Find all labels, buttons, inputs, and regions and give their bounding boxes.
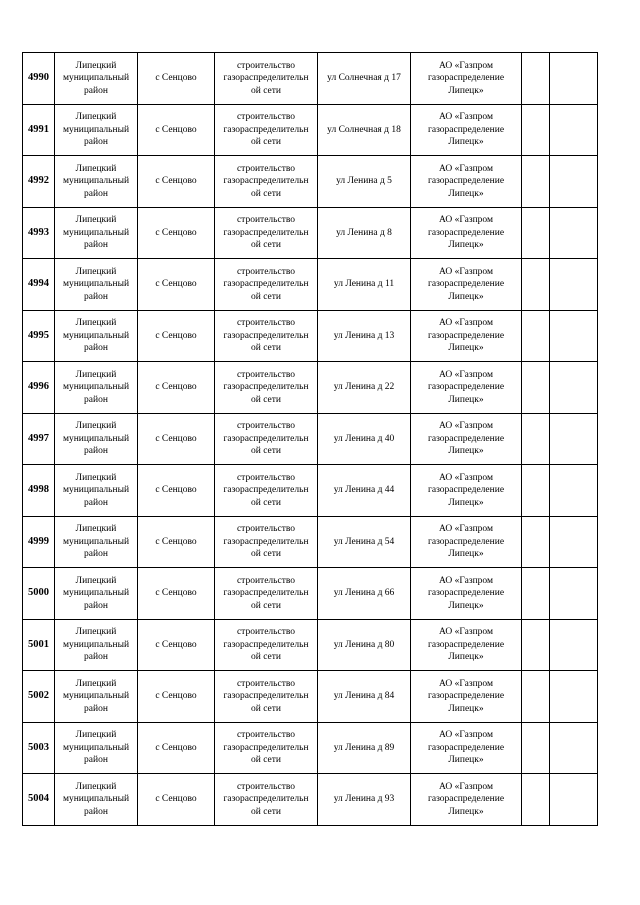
operator-text: АО «Газпром газораспределение Липецк»	[427, 369, 505, 405]
table-row	[23, 310, 598, 362]
operator-cell	[411, 362, 522, 414]
work-type-cell	[215, 104, 318, 156]
work-type-text: строительство газораспределительн ой сети	[223, 575, 309, 611]
operator-text: АО «Газпром газораспределение Липецк»	[427, 60, 505, 96]
table-row	[23, 671, 598, 723]
record-number-text: 4990	[28, 72, 49, 83]
table-row	[23, 104, 598, 156]
record-number-cell	[23, 774, 55, 826]
operator-text: АО «Газпром газораспределение Липецк»	[427, 678, 505, 714]
district-text: Липецкий муниципальный район	[62, 781, 130, 817]
operator-cell	[411, 207, 522, 259]
settlement-text: с Сенцово	[155, 485, 197, 495]
settlement-text: с Сенцово	[155, 639, 197, 650]
operator-cell	[411, 671, 522, 723]
table-row	[23, 568, 598, 620]
district-text: Липецкий муниципальный район	[62, 678, 130, 714]
record-number-text: 5004	[28, 793, 49, 804]
operator-text: АО «Газпром газораспределение Липецк»	[427, 472, 505, 508]
table-row	[23, 362, 598, 414]
settlement-text: с Сенцово	[155, 176, 197, 186]
empty-column-1-cell	[522, 568, 550, 620]
operator-cell	[411, 53, 522, 105]
settlement-cell	[138, 310, 215, 362]
record-number-text: 4998	[28, 484, 49, 495]
settlement-cell	[138, 722, 215, 774]
address-cell	[318, 53, 411, 105]
district-text: Липецкий муниципальный район	[62, 318, 130, 353]
district-text: Липецкий муниципальный район	[62, 575, 130, 611]
settlement-text: с Сенцово	[155, 382, 197, 392]
address-cell	[318, 413, 411, 465]
record-number-cell	[23, 568, 55, 620]
address-cell	[318, 465, 411, 517]
work-type-text: строительство газораспределительн ой сети	[223, 627, 309, 662]
address-text: ул Ленина д 80	[333, 639, 395, 650]
record-number-text: 4997	[28, 432, 49, 444]
record-number-text: 5002	[28, 690, 49, 701]
table-row	[23, 722, 598, 774]
work-type-text: строительство газораспределительн ой сети	[223, 163, 309, 199]
empty-column-2-cell	[550, 362, 598, 414]
work-type-text: строительство газораспределительн ой сети	[223, 781, 309, 817]
work-type-text: строительство газораспределительн ой сети	[223, 472, 309, 508]
settlement-cell	[138, 465, 215, 517]
work-type-cell	[215, 207, 318, 259]
table-row	[23, 413, 598, 465]
district-cell	[55, 568, 138, 620]
work-type-cell	[215, 671, 318, 723]
district-cell	[55, 104, 138, 156]
record-number-cell	[23, 722, 55, 774]
work-type-text: строительство газораспределительн ой сети	[223, 215, 309, 250]
record-number-cell	[23, 465, 55, 517]
record-number-text: 5001	[28, 638, 49, 650]
registry-table-body	[23, 53, 598, 826]
empty-column-2-cell	[550, 516, 598, 568]
empty-column-1-cell	[522, 465, 550, 517]
empty-column-1-cell	[522, 722, 550, 774]
work-type-text: строительство газораспределительн ой сети	[223, 60, 309, 96]
operator-cell	[411, 310, 522, 362]
record-number-text: 4993	[28, 226, 49, 238]
settlement-text: с Сенцово	[155, 227, 197, 238]
operator-cell	[411, 465, 522, 517]
empty-column-2-cell	[550, 413, 598, 465]
address-text: ул Ленина д 84	[333, 691, 395, 701]
table-row	[23, 619, 598, 671]
district-text: Липецкий муниципальный район	[62, 60, 130, 96]
settlement-text: с Сенцово	[155, 588, 197, 598]
empty-column-2-cell	[550, 568, 598, 620]
record-number-cell	[23, 259, 55, 311]
address-text: ул Ленина д 5	[336, 176, 392, 186]
record-number-text: 5000	[28, 587, 49, 598]
operator-text: АО «Газпром газораспределение Липецк»	[427, 163, 505, 199]
empty-column-1-cell	[522, 53, 550, 105]
address-cell	[318, 310, 411, 362]
operator-cell	[411, 722, 522, 774]
work-type-cell	[215, 774, 318, 826]
record-number-text: 4992	[28, 175, 49, 186]
operator-cell	[411, 568, 522, 620]
operator-text: АО «Газпром газораспределение Липецк»	[427, 421, 505, 456]
address-cell	[318, 619, 411, 671]
empty-column-2-cell	[550, 259, 598, 311]
record-number-cell	[23, 104, 55, 156]
empty-column-2-cell	[550, 53, 598, 105]
district-cell	[55, 465, 138, 517]
work-type-cell	[215, 362, 318, 414]
operator-text: АО «Газпром газораспределение Липецк»	[427, 575, 505, 611]
address-text: ул Солнечная д 18	[327, 124, 401, 135]
operator-cell	[411, 774, 522, 826]
work-type-cell	[215, 722, 318, 774]
district-cell	[55, 259, 138, 311]
district-cell	[55, 53, 138, 105]
address-text: ул Ленина д 40	[333, 433, 395, 444]
district-text: Липецкий муниципальный район	[62, 215, 130, 250]
operator-cell	[411, 516, 522, 568]
empty-column-1-cell	[522, 619, 550, 671]
settlement-cell	[138, 53, 215, 105]
empty-column-1-cell	[522, 310, 550, 362]
work-type-text: строительство газораспределительн ой сети	[223, 678, 309, 714]
settlement-cell	[138, 516, 215, 568]
settlement-cell	[138, 259, 215, 311]
record-number-cell	[23, 310, 55, 362]
settlement-cell	[138, 774, 215, 826]
work-type-text: строительство газораспределительн ой сети	[223, 421, 309, 456]
record-number-text: 4996	[28, 381, 49, 392]
work-type-text: строительство газораспределительн ой сети	[223, 318, 309, 353]
district-cell	[55, 516, 138, 568]
table-row	[23, 207, 598, 259]
district-text: Липецкий муниципальный район	[62, 266, 130, 302]
district-cell	[55, 619, 138, 671]
address-text: ул Ленина д 66	[333, 588, 395, 598]
district-cell	[55, 722, 138, 774]
settlement-text: с Сенцово	[155, 794, 197, 804]
district-cell	[55, 413, 138, 465]
address-cell	[318, 568, 411, 620]
record-number-text: 5003	[28, 741, 49, 753]
empty-column-2-cell	[550, 671, 598, 723]
empty-column-1-cell	[522, 516, 550, 568]
address-text: ул Ленина д 22	[333, 382, 395, 392]
table-row	[23, 259, 598, 311]
operator-cell	[411, 104, 522, 156]
operator-text: АО «Газпром газораспределение Липецк»	[427, 627, 505, 662]
operator-cell	[411, 259, 522, 311]
settlement-text: с Сенцово	[155, 433, 197, 444]
district-text: Липецкий муниципальный район	[62, 112, 130, 147]
empty-column-1-cell	[522, 104, 550, 156]
operator-cell	[411, 156, 522, 208]
empty-column-2-cell	[550, 465, 598, 517]
table-row	[23, 53, 598, 105]
settlement-cell	[138, 619, 215, 671]
settlement-cell	[138, 568, 215, 620]
address-cell	[318, 774, 411, 826]
address-text: ул Ленина д 89	[333, 742, 395, 753]
empty-column-1-cell	[522, 207, 550, 259]
empty-column-2-cell	[550, 722, 598, 774]
work-type-text: строительство газораспределительн ой сети	[223, 266, 309, 302]
work-type-text: строительство газораспределительн ой сети	[223, 112, 309, 147]
address-text: ул Ленина д 13	[333, 330, 395, 341]
settlement-text: с Сенцово	[155, 73, 197, 83]
work-type-text: строительство газораспределительн ой сети	[223, 730, 309, 765]
record-number-cell	[23, 619, 55, 671]
address-cell	[318, 671, 411, 723]
empty-column-2-cell	[550, 774, 598, 826]
address-text: ул Ленина д 93	[333, 794, 395, 804]
table-row	[23, 465, 598, 517]
district-cell	[55, 774, 138, 826]
address-cell	[318, 516, 411, 568]
empty-column-1-cell	[522, 413, 550, 465]
record-number-text: 4995	[28, 329, 49, 341]
record-number-cell	[23, 156, 55, 208]
table-row	[23, 156, 598, 208]
registry-table	[22, 52, 598, 826]
district-cell	[55, 207, 138, 259]
work-type-cell	[215, 619, 318, 671]
work-type-cell	[215, 259, 318, 311]
district-text: Липецкий муниципальный район	[62, 369, 130, 405]
address-cell	[318, 104, 411, 156]
operator-text: АО «Газпром газораспределение Липецк»	[427, 112, 505, 147]
address-text: ул Ленина д 44	[333, 485, 395, 495]
district-cell	[55, 671, 138, 723]
operator-text: АО «Газпром газораспределение Липецк»	[427, 524, 505, 559]
district-text: Липецкий муниципальный район	[62, 472, 130, 508]
operator-text: АО «Газпром газораспределение Липецк»	[427, 318, 505, 353]
operator-text: АО «Газпром газораспределение Липецк»	[427, 266, 505, 302]
settlement-text: с Сенцово	[155, 536, 197, 547]
district-text: Липецкий муниципальный район	[62, 421, 130, 456]
record-number-cell	[23, 671, 55, 723]
work-type-cell	[215, 156, 318, 208]
operator-text: АО «Газпром газораспределение Липецк»	[427, 781, 505, 817]
operator-text: АО «Газпром газораспределение Липецк»	[427, 215, 505, 250]
settlement-cell	[138, 671, 215, 723]
work-type-cell	[215, 310, 318, 362]
district-text: Липецкий муниципальный район	[62, 730, 130, 765]
district-text: Липецкий муниципальный район	[62, 524, 130, 559]
address-cell	[318, 722, 411, 774]
table-row	[23, 774, 598, 826]
address-text: ул Ленина д 54	[333, 536, 395, 547]
empty-column-2-cell	[550, 619, 598, 671]
record-number-text: 4994	[28, 278, 49, 289]
settlement-text: с Сенцово	[155, 124, 197, 135]
empty-column-2-cell	[550, 156, 598, 208]
district-text: Липецкий муниципальный район	[62, 627, 130, 662]
work-type-cell	[215, 568, 318, 620]
operator-cell	[411, 619, 522, 671]
settlement-text: с Сенцово	[155, 279, 197, 289]
record-number-cell	[23, 516, 55, 568]
address-text: ул Ленина д 11	[333, 279, 395, 289]
empty-column-1-cell	[522, 671, 550, 723]
address-cell	[318, 156, 411, 208]
settlement-cell	[138, 104, 215, 156]
record-number-text: 4999	[28, 535, 49, 547]
district-cell	[55, 156, 138, 208]
work-type-cell	[215, 413, 318, 465]
empty-column-1-cell	[522, 774, 550, 826]
address-text: ул Ленина д 8	[336, 227, 392, 238]
district-text: Липецкий муниципальный район	[62, 163, 130, 199]
record-number-text: 4991	[28, 123, 49, 135]
record-number-cell	[23, 53, 55, 105]
record-number-cell	[23, 413, 55, 465]
empty-column-2-cell	[550, 207, 598, 259]
empty-column-1-cell	[522, 259, 550, 311]
settlement-text: с Сенцово	[155, 330, 197, 341]
work-type-cell	[215, 465, 318, 517]
empty-column-2-cell	[550, 310, 598, 362]
settlement-cell	[138, 413, 215, 465]
empty-column-1-cell	[522, 362, 550, 414]
settlement-text: с Сенцово	[155, 742, 197, 753]
settlement-text: с Сенцово	[155, 691, 197, 701]
work-type-text: строительство газораспределительн ой сети	[223, 369, 309, 405]
settlement-cell	[138, 156, 215, 208]
empty-column-1-cell	[522, 156, 550, 208]
settlement-cell	[138, 207, 215, 259]
table-row	[23, 516, 598, 568]
address-cell	[318, 259, 411, 311]
work-type-cell	[215, 53, 318, 105]
address-cell	[318, 362, 411, 414]
record-number-cell	[23, 362, 55, 414]
district-cell	[55, 362, 138, 414]
empty-column-2-cell	[550, 104, 598, 156]
operator-cell	[411, 413, 522, 465]
address-text: ул Солнечная д 17	[327, 73, 401, 83]
settlement-cell	[138, 362, 215, 414]
record-number-cell	[23, 207, 55, 259]
work-type-text: строительство газораспределительн ой сети	[223, 524, 309, 559]
operator-text: АО «Газпром газораспределение Липецк»	[427, 730, 505, 765]
address-cell	[318, 207, 411, 259]
district-cell	[55, 310, 138, 362]
work-type-cell	[215, 516, 318, 568]
